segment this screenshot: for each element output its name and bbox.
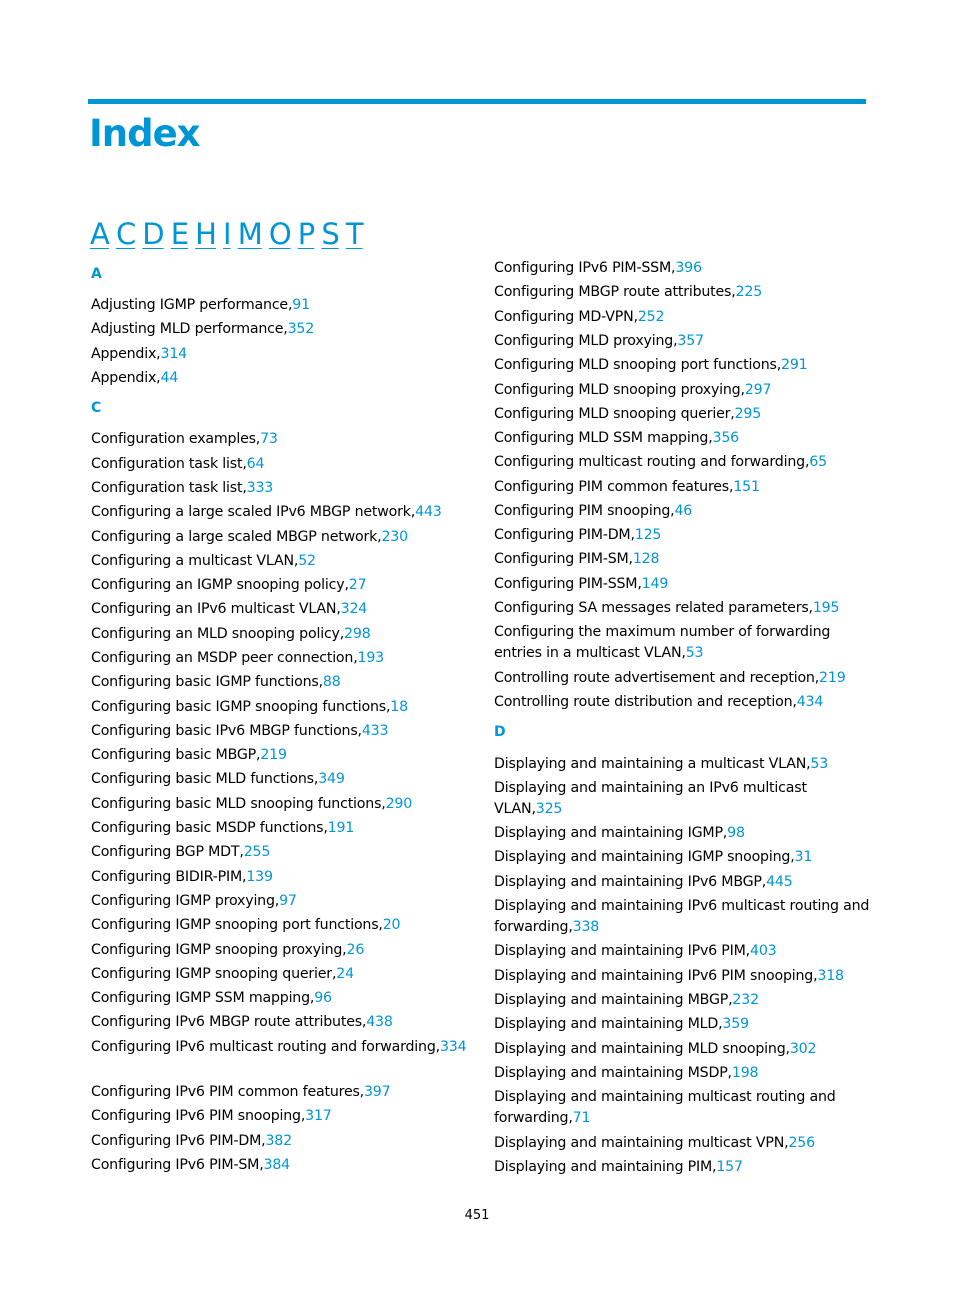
index-entry-page-link[interactable]: 44 (160, 370, 179, 386)
index-entry-page-link[interactable]: 26 (346, 942, 365, 958)
index-entry (494, 1014, 874, 1035)
index-entry (494, 622, 874, 664)
index-entry-text: Configuring an MSDP peer connection, (91, 650, 358, 666)
index-entry (91, 818, 471, 839)
index-entry-text: Displaying and maintaining multicast VPN, (494, 1135, 789, 1151)
index-entry (91, 697, 471, 718)
index-entry (494, 1039, 874, 1060)
index-entry-text: Configuring an MLD snooping policy, (91, 626, 345, 642)
letter-link-a[interactable]: A (90, 217, 109, 251)
index-entry-page-link[interactable]: 349 (318, 771, 345, 787)
index-entry-text: Configuring IPv6 PIM common features, (91, 1084, 364, 1100)
index-entry-page-link[interactable]: 191 (327, 820, 355, 836)
index-entry-text: Configuring BIDIR-PIM, (91, 869, 247, 885)
index-entry-text: Configuring IGMP snooping querier, (91, 966, 337, 982)
index-entry-text: Configuring a multicast VLAN, (91, 553, 299, 569)
title-rule (88, 99, 866, 104)
index-entry (91, 842, 471, 863)
index-entry-page-link[interactable]: 433 (361, 723, 389, 739)
index-entry-text: Configuring MLD snooping port functions, (494, 357, 782, 373)
index-entry-text: Displaying and maintaining IGMP snooping, (494, 849, 795, 865)
index-entry (494, 282, 874, 303)
index-entry (494, 404, 874, 425)
index-entry-page-link[interactable]: 295 (734, 406, 762, 422)
index-entry-text: Configuring basic IPv6 MBGP functions, (91, 723, 362, 739)
index-entry-text: Displaying and maintaining MBGP, (494, 992, 733, 1008)
index-entry-text: Configuring IPv6 MBGP route attributes, (91, 1014, 367, 1030)
index-entry-text: Displaying and maintaining MLD snooping, (494, 1041, 790, 1057)
index-entry (494, 1087, 874, 1129)
index-entry-page-link[interactable]: 403 (750, 943, 777, 959)
letter-link-h[interactable]: H (195, 217, 216, 251)
index-entry-text: Configuring an IGMP snooping policy, (91, 577, 349, 593)
index-entry (494, 477, 874, 498)
section-heading-c: C (91, 400, 102, 416)
index-entry-page-link[interactable]: 230 (381, 529, 408, 545)
letter-link-o[interactable]: O (268, 217, 291, 251)
index-entry (91, 319, 471, 340)
index-entry-text: Displaying and maintaining MLD, (494, 1016, 723, 1032)
index-entry-text: Configuring basic MBGP, (91, 747, 261, 763)
index-entry (91, 1037, 471, 1058)
letter-link-e[interactable]: E (170, 217, 189, 251)
page-number: 451 (464, 1208, 490, 1223)
index-entry-page-link[interactable]: 18 (390, 699, 408, 715)
index-entry (91, 745, 471, 766)
index-entry (91, 551, 471, 572)
index-entry (91, 915, 471, 936)
index-entry-page-link[interactable]: 27 (348, 577, 367, 593)
index-entry-text: Configuring PIM common features, (494, 479, 734, 495)
index-entry-text: Configuring BGP MDT, (91, 844, 244, 860)
index-entry-text: Configuring basic MLD snooping functions, (91, 796, 386, 812)
index-entry-text: Displaying and maintaining IPv6 PIM, (494, 943, 750, 959)
index-entry (91, 1131, 471, 1152)
index-entry (91, 1106, 471, 1127)
index-entry-page-link[interactable]: 382 (265, 1133, 292, 1149)
index-entry-text: Configuring a large scaled IPv6 MBGP network, (91, 504, 416, 520)
index-entry-text: Configuring the maximum number of forwarding entries in a multicast VLAN, (494, 624, 831, 661)
index-entry-page-link[interactable]: 65 (809, 454, 827, 470)
index-entry (91, 672, 471, 693)
index-entry (494, 966, 874, 987)
index-entry-page-link[interactable]: 324 (340, 601, 368, 617)
index-entry-text: Displaying and maintaining PIM, (494, 1159, 717, 1175)
index-entry-page-link[interactable]: 149 (641, 576, 669, 592)
index-entry-text: Configuring MLD SSM mapping, (494, 430, 713, 446)
index-entry-text: Configuring an IPv6 multicast VLAN, (91, 601, 341, 617)
index-entry-page-link[interactable]: 318 (817, 968, 844, 984)
index-entry (91, 624, 471, 645)
index-entry-text: Configuring basic IGMP snooping functions, (91, 699, 391, 715)
letter-link-i[interactable]: I (223, 217, 231, 251)
index-entry (494, 525, 874, 546)
letter-link-t[interactable]: T (345, 217, 363, 251)
index-entry (494, 331, 874, 352)
index-entry-text: Configuring basic MSDP functions, (91, 820, 328, 836)
index-entry (494, 307, 874, 328)
index-entry-text: Appendix, (91, 346, 161, 362)
index-entry (91, 794, 471, 815)
index-entry-page-link[interactable]: 139 (246, 869, 273, 885)
index-entry-page-link[interactable]: 193 (357, 650, 384, 666)
index-entry (494, 778, 874, 820)
index-entry-page-link[interactable]: 53 (810, 756, 829, 772)
section-heading-a: A (91, 266, 102, 282)
index-entry (494, 754, 874, 775)
index-entry-text: Configuring MLD snooping proxying, (494, 382, 745, 398)
index-entry (91, 1155, 471, 1176)
index-entry-page-link[interactable]: 291 (781, 357, 808, 373)
index-entry-text: Configuring MBGP route attributes, (494, 284, 736, 300)
index-entry (91, 1082, 471, 1103)
index-entry (494, 847, 874, 868)
index-entry-text: Displaying and maintaining IPv6 MBGP, (494, 874, 767, 890)
index-entry (91, 368, 471, 389)
index-entry (494, 501, 874, 522)
index-entry (91, 867, 471, 888)
index-entry-text: Configuring MD-VPN, (494, 309, 638, 325)
index-entry (494, 452, 874, 473)
index-entry-page-link[interactable]: 297 (744, 382, 772, 398)
letter-link-d[interactable]: D (142, 217, 164, 251)
index-entry-page-link[interactable]: 198 (731, 1065, 759, 1081)
index-entry (494, 258, 874, 279)
index-entry-text: Configuring IGMP snooping port functions, (91, 917, 383, 933)
index-entry-text: Configuring IGMP snooping proxying, (91, 942, 347, 958)
index-entry-page-link[interactable]: 151 (733, 479, 760, 495)
index-entry-page-link[interactable]: 232 (732, 992, 759, 1008)
index-entry-text: Configuration examples, (91, 431, 261, 447)
index-entry-page-link[interactable]: 325 (535, 801, 563, 817)
index-entry-page-link[interactable]: 255 (243, 844, 271, 860)
index-entry-page-link[interactable]: 88 (322, 674, 341, 690)
index-entry-text: Configuring PIM-SSM, (494, 576, 642, 592)
index-entry-page-link[interactable]: 317 (305, 1108, 332, 1124)
index-entry (91, 527, 471, 548)
index-entry (494, 549, 874, 570)
index-entry (91, 769, 471, 790)
index-entry (494, 598, 874, 619)
index-entry-page-link[interactable]: 225 (735, 284, 763, 300)
index-entry-page-link[interactable]: 314 (160, 346, 187, 362)
index-entry (494, 1157, 874, 1178)
letter-navigation (90, 214, 365, 259)
index-entry-text: Configuring IPv6 multicast routing and forwarding, (91, 1039, 440, 1055)
index-entry-text: Configuring PIM-DM, (494, 527, 635, 543)
index-entry (494, 941, 874, 962)
index-entry-page-link[interactable]: 157 (716, 1159, 743, 1175)
index-entry-page-link[interactable]: 357 (677, 333, 704, 349)
section-heading-d: D (494, 724, 506, 740)
index-entry (91, 575, 471, 596)
index-entry-page-link[interactable]: 53 (685, 645, 704, 661)
index-entry-text: Adjusting MLD performance, (91, 321, 288, 337)
index-entry-page-link[interactable]: 252 (637, 309, 665, 325)
index-entry-text: Configuring IPv6 PIM-SM, (91, 1157, 264, 1173)
index-entry-page-link[interactable]: 338 (572, 919, 600, 935)
letter-link-c[interactable]: C (115, 217, 136, 251)
index-entry (91, 964, 471, 985)
index-entry-page-link[interactable]: 356 (712, 430, 739, 446)
index-entry-text: Configuration task list, (91, 456, 247, 472)
index-entry-page-link[interactable]: 359 (722, 1016, 749, 1032)
index-entry (494, 428, 874, 449)
index-entry-text: Configuring basic IGMP functions, (91, 674, 323, 690)
index-entry-text: Configuring IPv6 PIM-DM, (91, 1133, 266, 1149)
index-entry-text: Configuring IGMP SSM mapping, (91, 990, 315, 1006)
index-entry-text: Configuring PIM-SM, (494, 551, 633, 567)
index-entry-page-link[interactable]: 434 (796, 694, 824, 710)
index-entry-page-link[interactable]: 396 (675, 260, 702, 276)
index-entry-text: Configuring MLD proxying, (494, 333, 678, 349)
index-entry-text: Displaying and maintaining a multicast VLAN, (494, 756, 811, 772)
index-entry-page-link[interactable]: 20 (382, 917, 401, 933)
index-entry (91, 599, 471, 620)
index-entry (494, 574, 874, 595)
index-entry (494, 1063, 874, 1084)
index-entry-page-link[interactable]: 438 (366, 1014, 393, 1030)
index-entry-page-link[interactable]: 445 (766, 874, 793, 890)
index-entry (91, 478, 471, 499)
index-entry-text: Adjusting IGMP performance, (91, 297, 293, 313)
index-entry (494, 990, 874, 1011)
index-entry-text: Displaying and maintaining IGMP, (494, 825, 728, 841)
index-entry-text: Displaying and maintaining an IPv6 multicast VLAN, (494, 780, 807, 817)
index-entry-page-link[interactable]: 334 (439, 1039, 467, 1055)
index-entry-page-link[interactable]: 96 (314, 990, 332, 1006)
index-entry-page-link[interactable]: 71 (572, 1110, 591, 1126)
index-entry-text: Configuring multicast routing and forwarding, (494, 454, 810, 470)
index-entry-text: Appendix, (91, 370, 161, 386)
index-entry-text: Configuring MLD snooping querier, (494, 406, 735, 422)
index-entry-text: Configuring a large scaled MBGP network, (91, 529, 382, 545)
index-entry (91, 891, 471, 912)
index-entry-text: Configuring IPv6 PIM snooping, (91, 1108, 306, 1124)
index-entry (91, 344, 471, 365)
index-entry (91, 429, 471, 450)
letter-link-m[interactable]: M (237, 217, 262, 251)
index-entry-page-link[interactable]: 125 (634, 527, 662, 543)
index-entry-page-link[interactable]: 64 (246, 456, 265, 472)
index-entry-text: Displaying and maintaining MSDP, (494, 1065, 732, 1081)
index-entry (91, 1012, 471, 1033)
index-entry (91, 940, 471, 961)
index-entry-page-link[interactable]: 219 (819, 670, 846, 686)
index-entry-page-link[interactable]: 24 (336, 966, 354, 982)
index-entry-page-link[interactable]: 384 (263, 1157, 291, 1173)
index-entry (494, 872, 874, 893)
index-entry-text: Configuring PIM snooping, (494, 503, 675, 519)
index-entry (91, 721, 471, 742)
index-entry-page-link[interactable]: 298 (344, 626, 371, 642)
index-entry-text: Configuring basic MLD functions, (91, 771, 319, 787)
index-entry-page-link[interactable]: 128 (632, 551, 660, 567)
index-entry (494, 823, 874, 844)
index-entry-page-link[interactable]: 98 (727, 825, 745, 841)
index-entry (494, 668, 874, 689)
index-entry-text: Controlling route distribution and reception, (494, 694, 797, 710)
index-entry-page-link[interactable]: 352 (287, 321, 315, 337)
index-entry-page-link[interactable]: 91 (292, 297, 310, 313)
index-entry-page-link[interactable]: 302 (789, 1041, 817, 1057)
index-entry-page-link[interactable]: 290 (385, 796, 413, 812)
index-entry (91, 988, 471, 1009)
index-entry-page-link[interactable]: 443 (415, 504, 442, 520)
index-entry-text: Controlling route advertisement and reception, (494, 670, 820, 686)
index-entry-page-link[interactable]: 97 (279, 893, 297, 909)
index-entry (494, 380, 874, 401)
index-entry (494, 896, 874, 938)
page-title: Index (89, 112, 200, 155)
index-entry-page-link[interactable]: 195 (812, 600, 840, 616)
index-entry-page-link[interactable]: 46 (674, 503, 693, 519)
index-entry-page-link[interactable]: 31 (794, 849, 813, 865)
index-entry-text: Configuring SA messages related parameters, (494, 600, 813, 616)
index-entry (91, 454, 471, 475)
letter-link-s[interactable]: S (321, 217, 339, 251)
index-entry-text: Configuring IGMP proxying, (91, 893, 280, 909)
index-entry (494, 1133, 874, 1154)
index-entry-page-link[interactable]: 397 (363, 1084, 391, 1100)
letter-link-p[interactable]: P (297, 217, 315, 251)
index-entry (91, 502, 471, 523)
index-entry-text: Configuring IPv6 PIM-SSM, (494, 260, 676, 276)
index-entry (91, 295, 471, 316)
index-entry-text: Displaying and maintaining multicast routing and forwarding, (494, 1089, 836, 1126)
index-entry (494, 355, 874, 376)
index-entry-text: Displaying and maintaining IPv6 PIM snooping, (494, 968, 818, 984)
index-entry-page-link[interactable]: 52 (298, 553, 316, 569)
index-entry-text: Configuration task list, (91, 480, 247, 496)
index-entry-page-link[interactable]: 73 (260, 431, 278, 447)
index-entry (91, 648, 471, 669)
index-entry (494, 692, 874, 713)
index-entry-page-link[interactable]: 256 (788, 1135, 815, 1151)
index-entry-text: Displaying and maintaining IPv6 multicast routing and forwarding, (494, 898, 870, 935)
index-entry-page-link[interactable]: 219 (260, 747, 287, 763)
index-entry-page-link[interactable]: 333 (246, 480, 274, 496)
